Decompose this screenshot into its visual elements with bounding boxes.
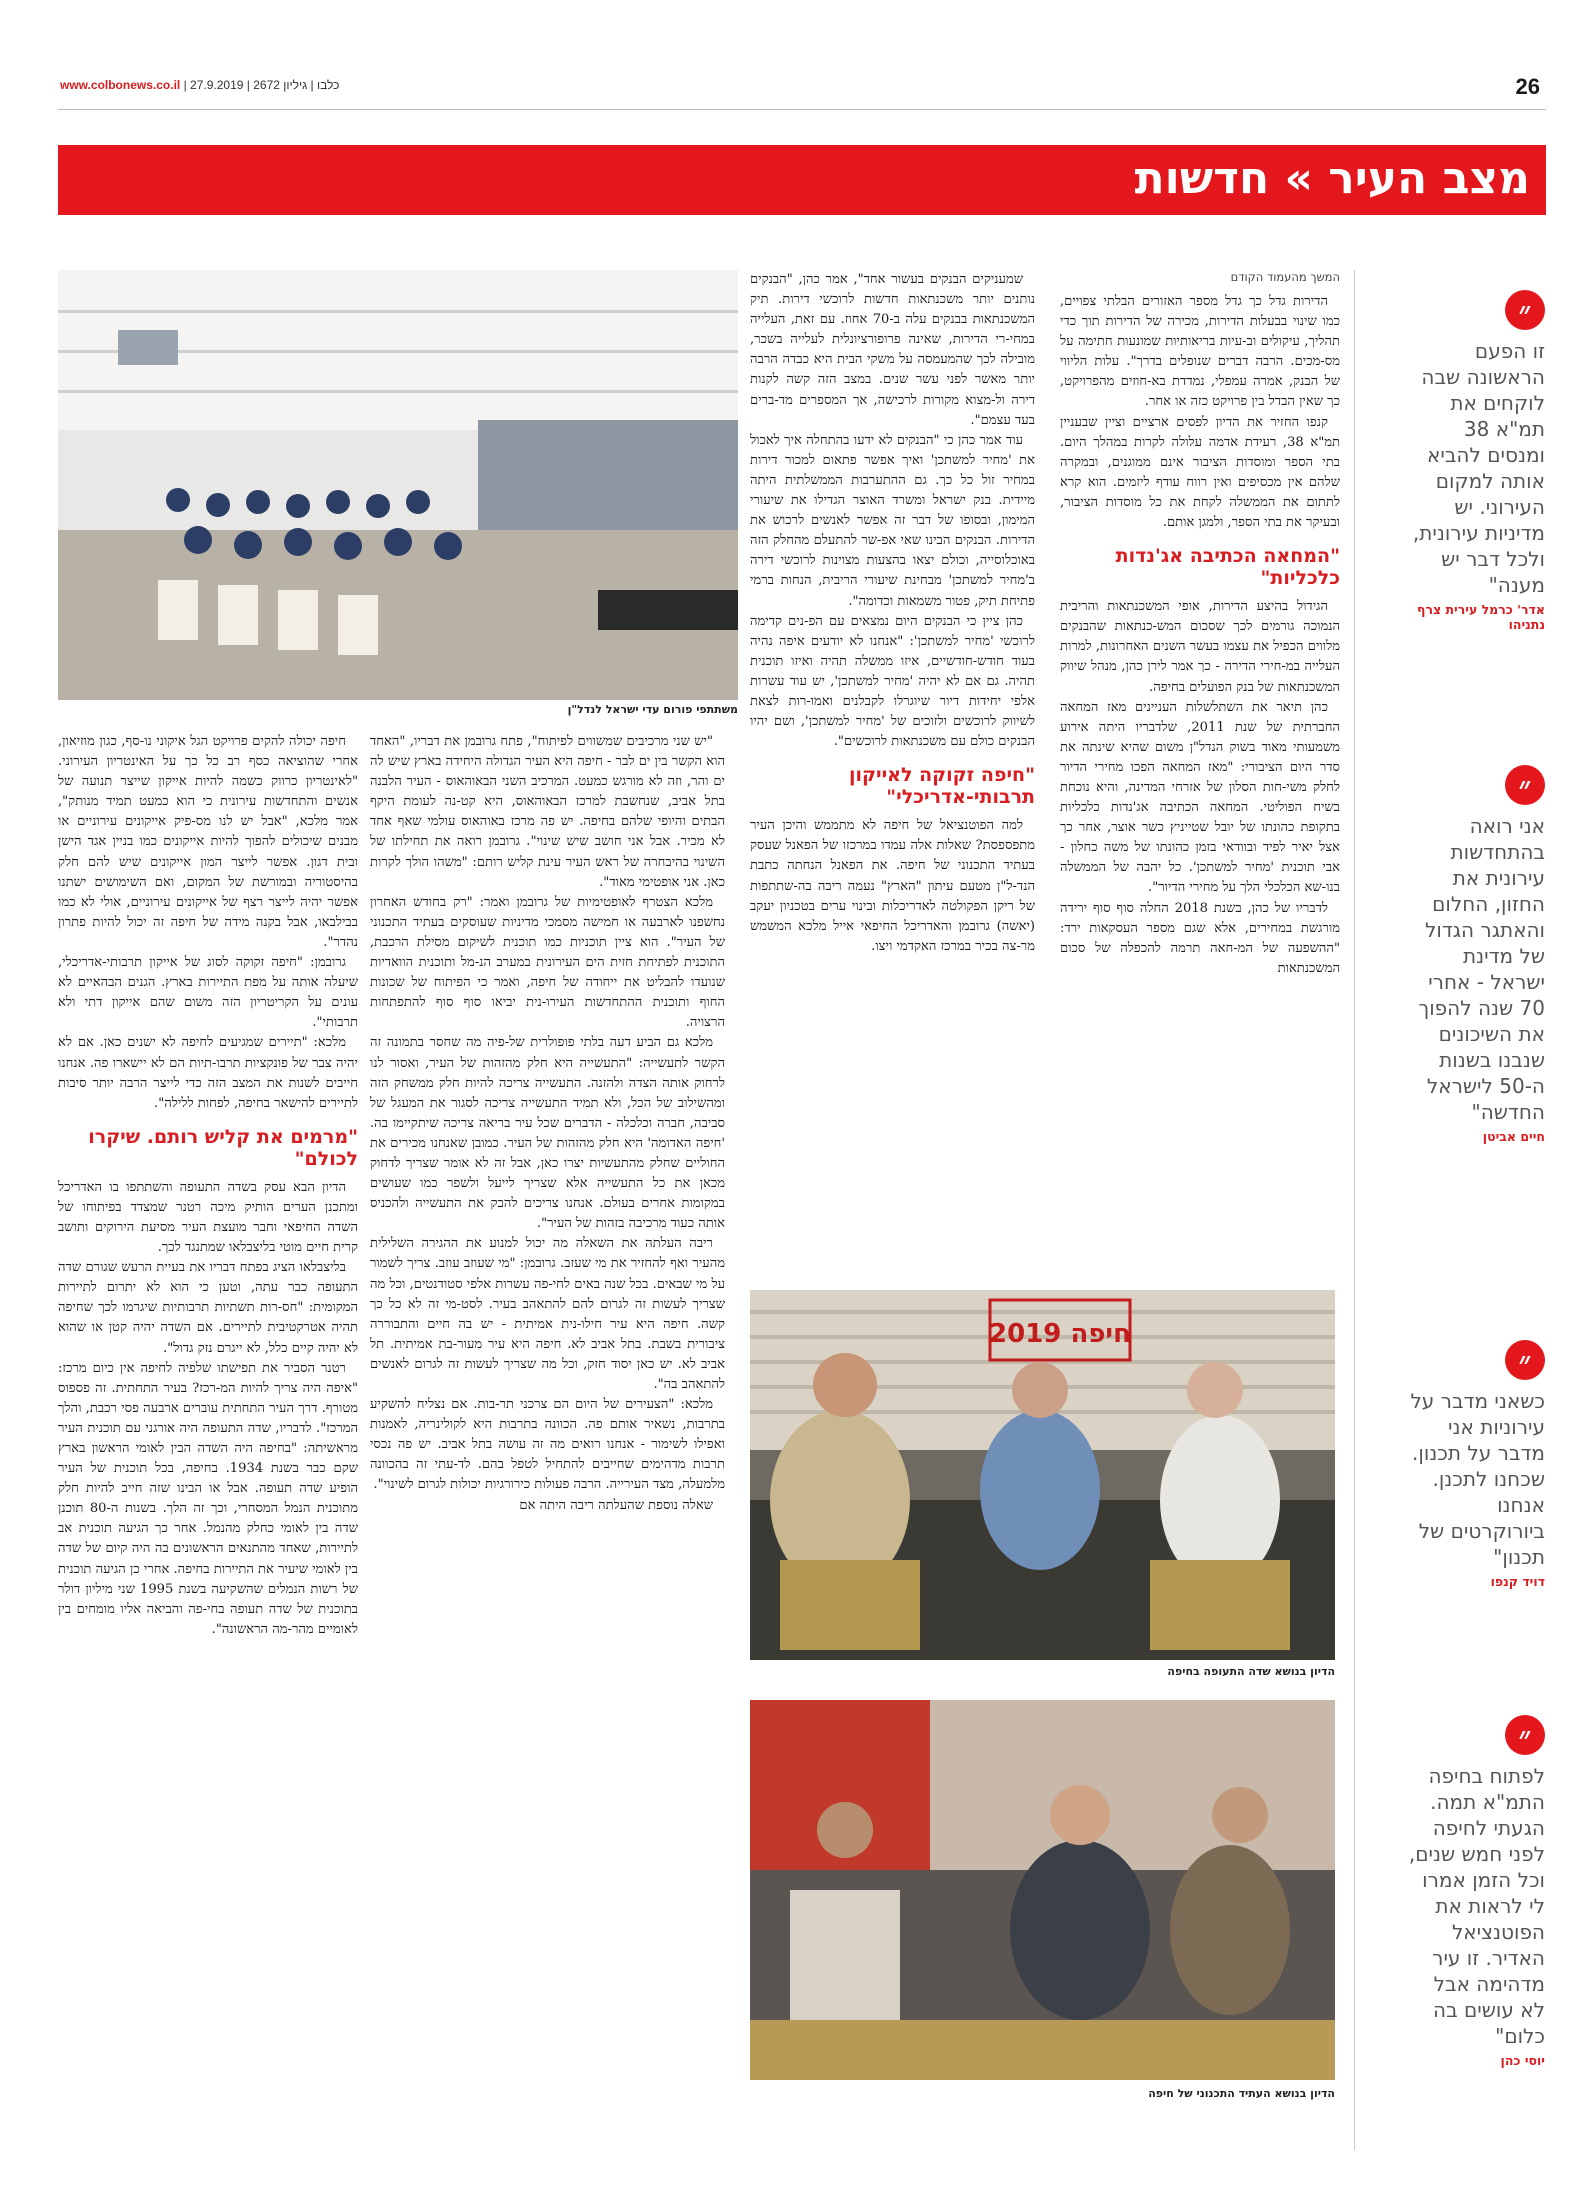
quote-author: דויד קנפו	[1490, 1574, 1545, 1589]
paragraph: חיפה יכולה להקים פרויקט הגל איקוני נו-סף, כגון מוזיאון, אחרי שהוציאה כסף רב כל כך על האינטריון העירוני. "לאינטריון כרווק כשמה להיות אייקון שייצר תנועה של אנשים והתחדשות עירונית כי הוא כמעט תמיד מנותק", אמר מלכא, "אבל יש לנו מס-פיק אייקונים עירוניים או מבנים שיכולים להפוך להיות אייקונים כמו בניין אגד הישן ובית דגון. אפשר לייצר המון אייקונים שיש להם חלק בהיסטוריה ובמורשת של המקום, ואם השימושים ישתנו אפשר יהיה לייצר רצף של אייקונים עירוניים, אולי לא כמו בבילבאו, אבל בקנה מידה של חיפה זה יכול להיות פתרון נהדר".	[58, 734, 358, 950]
paragraph: ריבה העלתה את השאלה מה יכול למנוע את ההגירה השלילית מהעיר ואף להחזיר את מי שעזב. גרובמן: "מי שעוזב עוזב. צריך לשמור על מי שבאים. בכל שנה באים לחי-פה עשרות אלפי סטודנטים, וכל מה שצריך לעשות זה לגרום להם להתאהב בעיר. לסט-מי זה לא כל כך קשה. חיפה היא עיר חילו-נית אמיתית - יש בה חיים והתבוררה ציבורית בשבת. בתל אביב לא. חיפה היא עיר מעור-בת אמיתית. תל אביב לא. יש כאן יסוד חזק, וכל מה שצריך לעשות זה לגרום לאנשים להתאהב בה".	[370, 1236, 725, 1392]
paragraph: מלכא: "הצעירים של היום הם צרכני תר-בות. אם נצליח להשקיע בתרבות, נשאיר אותם פה. הכוונה בתרבות היא לקולינריה, לאמנות ואפילו לשימור - אנחנו רואים מה זה עושה בתל אביב. יש פה נכסי תרבות מדהימים שחייבים להתחיל לטפל בהם. לד-עתי זה בהכוונה מלמעלה, מצד העירייה. הרבה פעולות כירורגיות יכולות לגרום לשינוי".	[370, 1397, 725, 1493]
paragraph: מלכא גם הביע דעה בלתי פופולרית של-פיה מה שחסר בתמונה זה הקשר לתעשייה: "התעשייה היא חלק מהזהות של העיר, ואסור לנו לרחוק אותה הצדה ולהזנה. התעשייה צריכה להיות חלק ממשחק הזה ומהשילוב של הכל, ולא תמיד התעשייה צריכה לסגור את המעגל של סביבה, חברה וכלכלה - הדברים שכל עיר בריאה צריכה שיתקיימו בה. 'חיפה האדומה' היא חלק מהזהות של העיר. כמובן שאנחנו מכירים את החוליים שחלק מהתעשיות יצרו כאן, אבל זה לא אומר שצריך לדחוק מכאן את כל התעשייה אלא שצריך לייעל ולשפר כמו שעושים במקומות אחרים בעולם. אנחנו צריכים להבק את התעשייה ולהכניס אותה כעוד מרכיבה בזהות של העיר".	[370, 1035, 725, 1232]
section-band	[58, 145, 1546, 215]
quote-icon: ״	[1505, 290, 1545, 330]
article-column-1	[1060, 270, 1340, 979]
panel-photo-airport	[750, 1290, 1335, 1660]
paragraph: למה הפוטנציאל של חיפה לא מתממש והיכן העיר מתפספסת? שאלות אלה עמדו במרכזו של הפאנל שעסק בעתיד התכנוני של חיפה. את הפאנל הנחתה כתבת הנד-ל"ן מטעם עיתון "הארץ" נעמה ריבה בה-שתתפות של ריקן הפקולטה לאדריכלות ובינוי ערים בטכניון יעקב (יאשה) גרובמן והאדריכל החיפאי אייל מלכא המשמש מר-צה בכיר במרכז האקדמי ויצו.	[750, 818, 1035, 954]
paragraph: הדיון הבא עסק בשדה התעופה והשתתפו בו האדריכל ומתכנן הערים הותיק מיכה רטנר שמצדד בפיתוחו של השדה החיפאי וחבר מועצת העיר מסיעת הירוקים ותושב קרית חיים מוטי בליצבלאו שמתנגד לכך.	[58, 1179, 358, 1256]
paragraph: שאלה נוספת שהעלתה ריבה היתה אם	[519, 1497, 713, 1513]
quote-icon: ״	[1505, 1715, 1545, 1755]
paragraph: הגידול בהיצע הדירות, אופי המשכנתאות והריבית הנמוכה גורמים לכך שסכום המש-כנתאות שהבנקים מלווים הכפיל את עצמו בעשר השנים האחרונות, למרות העלייה במ-חירי הדירה - כך אמר לירן כהן, מנהל שיווק המשכנתאות של בנק הפועלים בחיפה.	[1060, 599, 1340, 695]
quote-1	[1405, 290, 1545, 632]
paragraph: רטנר הסביר את תפישתו שלפיה לחיפה אין כיום מרכז: "איפה היה צריך להיות המ-רכז? בעיר התחתית. זה פספוס מטורף. דרך העיר התחתית עוברים ארבעה פסי רכבת, והלך המרכז". לדבריו, שדה התעופה היה אורגני עם תוכנית העיר מראשיתה: "בחיפה היה השדה הבין לאומי הראשון בארץ שקם כבר בשנת 1934. בחיפה, בכל תוכנית של העיר הופיע שדה תעופה. אבל או הבינו שזה חייב להיות חלק מתוכנית הנמל המסחרי, וכך זה הלך. בשנות ה-80 תוכנן שדה בין לאומי כחלק מהנמל. אחר כך הגיעה תוכנית אב לתיירות, שאחד מהתנאים הראשונים בה היה קיום של שדה בין לאומי שיעיר את התיירות בחיפה. אחרי כן הגיעה תוכנית של רשות הנמלים שהשקיעה בשנת 1995 שני מיליון דולר בתוכנית של שדה תעופה בחי-פה והביאה אליו מומחים בין לאומיים מהר-מה הראשונה".	[58, 1360, 359, 1637]
photo-caption: הדיון בנושא העתיד התכנוני של חיפה	[1148, 2087, 1335, 2100]
subheading: "חיפה זקוקה לאייקון תרבותי-אדריכלי"	[848, 764, 1035, 809]
panel-photo-planning	[750, 1700, 1335, 2080]
paragraph: הדירות גדל כך גדל מספר האזורים הבלתי צפויים, כמו שינוי בבעלות הדירות, מכירה של הדירות תוך כדי תהליך, עיקולים וב-עיות בריאותיות שמונעות חתימה על מס-מכים. הרבה דברים שנופלים בדרך". עלות הליווי של הבנק, אמרה עמפלי, נמדדת בא-חוזים מהפרויקט, כך שאין הבדל בין פרויקט כזה או אחר.	[1060, 294, 1340, 410]
page-number: 26	[1515, 74, 1540, 99]
quote-text: לפתוח בחיפה התמ"א תמה. הגעתי לחיפה לפני חמש שנים, וכל הזמן אמרו לי לראות את הפוטנציאל האדיר. זו עיר מדהימה אבל לא עושים בה כלום"	[1408, 1764, 1545, 2048]
photo-caption: משתתפי פורום עדי ישראל לנדל"ן	[567, 703, 738, 716]
sidebar-divider	[1354, 270, 1355, 2150]
paragraph: בליצבלאו הציג בפתח דבריו את בעיית הרעש שגורם שדה התעופה כבר עתה, וטען כי הוא לא יתרום לתיירות המקומית: "חס-רות תשתיות תרבותיות שיגרמו לכך שחיפה תהיה אטרקטיבית לתיירים. אם השדה יהיה קטן או שהוא לא יהיה קיים כלל, לא ייגרם נזק גדול".	[58, 1260, 358, 1356]
quote-4	[1405, 1715, 1545, 2068]
quote-2	[1405, 765, 1545, 1144]
subheading: "מרמים את קליש רותם. שיקרו לכולם"	[88, 1125, 358, 1170]
continued-note: המשך מהעמוד הקודם	[1230, 270, 1340, 284]
quote-author: חיים אביטן	[1482, 1129, 1545, 1144]
subheading: "המחאה הכתיבה אג'נדות כלכליות"	[1115, 545, 1340, 590]
quote-3	[1405, 1340, 1545, 1589]
paragraph: כהן ציין כי הבנקים היום נמצאים עם הפ-נים קדימה לרוכשי 'מחיר למשתכן': "אנחנו לא יודעים איפה נהיה בעוד חודש-חודשיים, איזו ממשלה תהיה ואיזו תוכנית תהיה. גם אם לא יהיה 'מחיר למשתכן', יש עוד עשרות אלפי יחידות דיור שיוגרלו לקבלנים ואמו-רות לצאת לשיווק לרוכשים ולזוכים של 'מחיר למשתכן', ושם יהיו הבנקים כולם עם משכנתאות לרוכשים".	[750, 613, 1035, 750]
masthead	[58, 62, 1546, 110]
quote-icon: ״	[1505, 765, 1545, 805]
quote-author: יוסי כהן	[1500, 2053, 1545, 2068]
article-column-4	[58, 732, 358, 1640]
section-title: מצב העיר » חדשות	[1134, 153, 1530, 204]
quote-author: אדר' כרמל עירית צרף נתניהו	[1417, 602, 1545, 632]
masthead-info	[60, 78, 339, 92]
site-link[interactable]: www.colbonews.co.il	[60, 78, 181, 92]
paragraph: מלכא הצטרף לאופטימיות של גרובמן ואמר: "רק בחודש האחרון נחשפנו לארבעה או חמישה מסמכי מדיניות שעוסקים בעתיד התכנוני של העיר". הוא ציין תוכניות כמו תוכנית לשיקום מסילת הרכבת, התוכנית לפתיחת חזית הים העירונית במערב הנ-מל ותוכנית הוואדיות שנועדו להבליט את ייחודה של חיפה, ואמר כי הפיתוח של שכונות החוף ותוכנית ההתחדשות העירו-נית יביאו סוף סוף להתפתחות הרצויה.	[370, 894, 725, 1031]
article-column-2	[750, 270, 1035, 957]
paragraph: קנפו החזיר את הדיון לפסים ארציים וציין שבעניין תמ"א 38, רעידת אדמה עלולה לקרות במהלך היום. בתי הספר ומוסדות הציבור אינם ממוגנים, ובמקרה שלהם אין מכסיפים ואין רווח עודף ליזמים. הוא קרא לתתום את הממשלה לקחת את כל מוסדות הציבור, ובעיקר את בתי הספר, ולמגן אותם.	[1060, 414, 1341, 531]
paragraph: כהן תיאר את השתלשלות העניינים מאז המחאה החברתית של שנת 2011, שלדבריו היתה אירוע משמעותי מאוד בשוק הנדל"ן משום שהיא שינתה את סדר היום הציבורי: "מאז המחאה הפכו מחירי הדיור לחלק משי-חות הסלון של אזרחי המדינה, והיא נוכחת בשיח הפוליטי. המחאה הכתיבה אג'נדות כלכליות בתקופת כהונתו של יובל שטייניץ כשר אוצר, אחר כך אצל יאיר לפיד ובוודאי בזמן כהונתו של משה כחלון - אבי תוכנית 'מחיר למשתכן'. כל יהבה של הממשלה בנו-שא הכלכלי הלך על מחירי הדיור".	[1060, 699, 1340, 896]
stage-sign: חיפה 2019	[989, 1319, 1131, 1349]
paragraph: שמעניקים הבנקים בעשור אחד", אמר כהן, "הבנקים נותנים יותר משכנתאות חדשות לרוכשי דירות. תיק המשכנתאות בבנקים עלה ב-70 אחוז. עם זאת, העלייה במחי-רי הדירות, שאינה פרופורציונלית לעלייה בשכר, מובילה לכך שהמעמסה על משקי הבית היא כבדה הרבה יותר מאשר לפני עשר שנים. במצב הזה קשה לקנות דירה ול-מצוא מקורות לרכישה, אך המספרים מד-ברים בעד עצמם".	[750, 272, 1035, 428]
paragraph: "יש שני מרכיבים שמשווים לפיתוח", פתח גרובמן את דבריו, "האחד הוא הקשר בין ים לבר - חיפה היא העיר הגדולה היחידה בארץ שיש לה ים והר, וזה לא מורגש כמעט. המרכיב השני הבאוהאוס - העיר הלבנה בתל אביב, שנחשבת למרכז הבאוהאוס, היא קט-נה לעומת היקף הבתים והיופי שלהם בחיפה. יש פה מרכז באוהאוס עולמי שאף אחד לא מכיר. אבל אני חושב שיש שינוי". גרובמן רואה את תחילתו של השינוי בהיבחרה של ראש העיר עינת קליש רותם: "משהו הולך לקרות כאן. אני אופטימי מאוד".	[370, 734, 725, 890]
paragraph: עוד אמר כהן כי "הבנקים לא ידעו בהתחלה איך לאכול את 'מחיר למשתכן' ואיך אפשר פתאום למכור דירות במחיר זול כל כך. גם ההתערבות הממשלתית היתה מיידית. בנק ישראל ומשרד האוצר הגדילו את שיעורי המימון, ובסופו של דבר זה אפשר לאנשים לרכוש את הדירות. הבנקים הבינו שאי אפ-שר להתעלם מהחלק הזה באוכלוסייה, וכולם יצאו בהצעות מצוינות לרוכשי דירה ב'מחיר למשתכן' מבחינת שיעורי הריבית, הנחות ברמי פתיחת תיק, פטור משמאות וכדומה".	[750, 432, 1035, 609]
quote-text: זו הפעם הראשונה שבה לוקחים את תמ"א 38 ומנסים להביא אותה למקום העירוני. יש מדיניות עירונית, ולכל דבר יש מענה"	[1412, 339, 1545, 597]
issue-info: | כלבו | גיליון 2672 | 27.9.2019	[180, 78, 340, 92]
paragraph: מלכא: "תיירים שמגיעים לחיפה לא ישנים כאן. אם לא יהיה צבר של פונקציות תרבו-תיות הם לא יישארו פה. אנחנו חייבים לשנות את המצב הזה כדי לייצר הרבה יותר סיבות לתיירים להישאר בחיפה, לפחות ללילה".	[58, 1035, 358, 1111]
photo-image	[750, 1290, 1335, 1660]
article-column-3	[370, 732, 725, 1516]
photo-image	[58, 270, 738, 700]
photo-caption: הדיון בנושא שדה התעופה בחיפה	[1167, 1665, 1335, 1678]
paragraph: גרובמן: "חיפה זקוקה לסוג של אייקון תרבותי-אדריכלי, שיעלה אותה על מפת התיירות בארץ. הגנים הבהאיים לא עונים על הקריטריון הזה משום שהם אייקון דתי ולא תרבותי".	[58, 955, 358, 1031]
forum-audience-photo	[58, 270, 738, 700]
quote-text: אני רואה בהתחדשות עירונית את החזון, החלום והאתגר הגדול של מדינת ישראל - אחרי 70 שנה להפוך את השיכונים שנבנו בשנות ה-50 לישראל החדשה"	[1418, 814, 1545, 1124]
quote-icon: ״	[1505, 1340, 1545, 1380]
quote-sidebar	[1405, 270, 1545, 2170]
photo-image	[750, 1700, 1335, 2080]
quote-text: כשאני מדבר על עירוניות אני מדבר על תכנון. שכחנו לתכנן. אנחנו ביורוקרטים של תכנון"	[1410, 1389, 1545, 1569]
paragraph: לדבריו של כהן, בשנת 2018 החלה סוף סוף ירידה מורגשת במחירים, אלא שגם מספר העסקאות ירד: "ההשפעה של המ-חאה תרמה להכפלה של סכום המשכנתאות	[1060, 900, 1340, 976]
